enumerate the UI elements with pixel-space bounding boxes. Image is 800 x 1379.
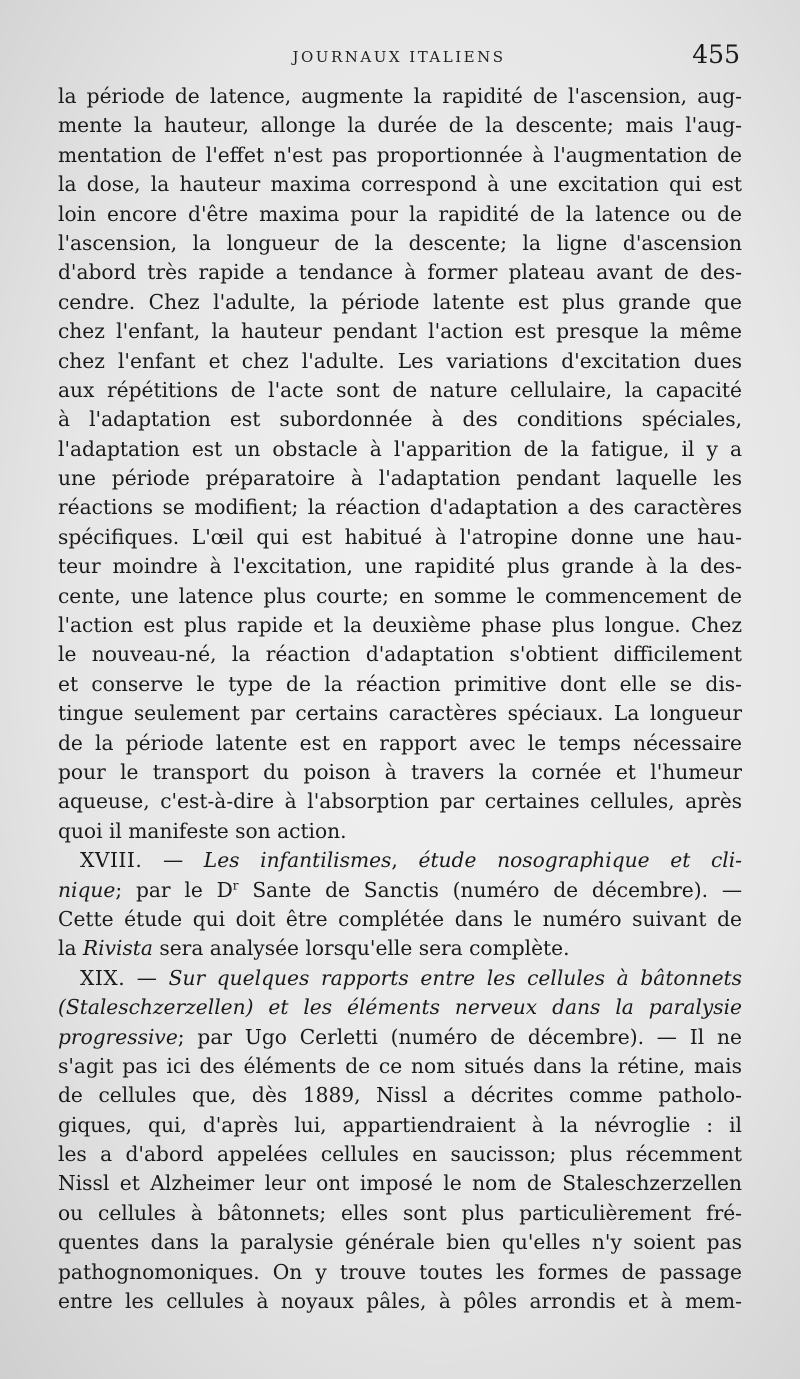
article-title-end: nique [58, 877, 116, 902]
section-xix-line: pathognomoniques. On y trouve toutes les formes de passage [58, 1259, 742, 1284]
text-line: mentation de l'effet n'est pas proportionnée à l'augmentation de [58, 142, 742, 167]
text-fragment: ; par le D [115, 877, 233, 902]
em-dash: — [162, 848, 184, 873]
journal-name: Rivista [82, 936, 153, 961]
text-line: et conserve le type de la réaction primitive dont elle se dis- [58, 671, 742, 696]
section-xix-heading [58, 964, 742, 993]
text-line: l'action est plus rapide et la deuxième phase plus longue. Chez [58, 613, 742, 638]
page-body [58, 82, 742, 1316]
section-xix-title-line [58, 993, 742, 1022]
text-line: spécifiques. L'œil qui est habitué à l'atropine donne une hau- [58, 524, 742, 549]
text-line: la période de latence, augmente la rapidité de l'ascension, aug- [58, 84, 742, 108]
text-line: teur moindre à l'excitation, une rapidité plus grande à la des- [58, 554, 742, 579]
text-line: mente la hauteur, allonge la durée de la descente; mais l'aug- [58, 113, 742, 138]
punctuation: , [391, 848, 398, 873]
page-number: 455 [692, 40, 740, 69]
text-fragment: sera analysée lorsqu'elle sera complète. [152, 936, 570, 961]
text-line: tingue seulement par certains caractères spéciaux. La longueur [58, 701, 742, 726]
text-line: de la période latente est en rapport avec le temps nécessaire [58, 730, 742, 755]
text-fragment: la [58, 936, 83, 961]
text-line: réactions se modifient; la réaction d'adaptation a des caractères [58, 495, 742, 520]
text-line: loin encore d'être maxima pour la rapidité de la latence ou de [58, 201, 742, 226]
text-line: l'ascension, la longueur de la descente; la ligne d'ascension [58, 230, 742, 255]
article-title: Les infantilismes [203, 848, 392, 873]
text-line: le nouveau-né, la réaction d'adaptation s'obtient difficilement [58, 642, 742, 667]
article-title: Sur quelques rapports entre les cellules à bâtonnets [168, 965, 742, 990]
section-xix-line: quentes dans la paralysie générale bien qu'elles n'y soient pas [58, 1230, 742, 1255]
text-fragment: ; par Ugo Cerletti (numéro de décembre). — Il ne [177, 1024, 742, 1049]
text-line: cendre. Chez l'adulte, la période latente est plus grande que [58, 289, 742, 314]
text-line: cente, une latence plus courte; en somme le commencement de [58, 583, 742, 608]
text-line: aqueuse, c'est-à-dire à l'absorption par certaines cellules, après [58, 789, 742, 814]
article-title-continued: étude nosographique et cli- [418, 848, 742, 873]
page-header [58, 38, 740, 72]
section-xix-line: entre les cellules à noyaux pâles, à pôles arrondis et à mem- [58, 1289, 742, 1314]
text-line: à l'adaptation est subordonnée à des conditions spéciales, [58, 407, 742, 432]
article-title-continued: (Staleschzerzellen) et les éléments nerveux dans la paralysie [58, 995, 742, 1020]
superscript: r [232, 877, 239, 892]
article-title-end: progressive [58, 1024, 178, 1049]
section-xviii-line: Cette étude qui doit être complétée dans le numéro suivant de [58, 906, 742, 931]
section-xix-line: ou cellules à bâtonnets; elles sont plus particulièrement fré- [58, 1200, 742, 1225]
text-fragment: Sante de Sanctis (numéro de décembre). — [238, 877, 742, 902]
section-numeral: XIX. [80, 965, 126, 990]
section-xix-line: Nissl et Alzheimer leur ont imposé le nom de Staleschzerzellen [58, 1171, 742, 1196]
text-line: la dose, la hauteur maxima correspond à une excitation qui est [58, 172, 742, 197]
text-line: une période préparatoire à l'adaptation pendant laquelle les [58, 466, 742, 491]
section-xviii-line [58, 876, 742, 905]
section-xix-line: de cellules que, dès 1889, Nissl a décrites comme patholo- [58, 1083, 742, 1108]
text-line: quoi il manifeste son action. [58, 818, 347, 843]
section-xix-line: les a d'abord appelées cellules en saucisson; plus récemment [58, 1142, 742, 1167]
section-numeral: XVIII. [80, 848, 143, 873]
text-line: chez l'enfant et chez l'adulte. Les variations d'excitation dues [58, 348, 742, 373]
section-xviii-heading [58, 846, 742, 875]
text-line: d'abord très rapide a tendance à former plateau avant de des- [58, 260, 742, 285]
section-xix-line: giques, qui, d'après lui, appartiendraient à la névroglie : il [58, 1112, 742, 1137]
text-line: chez l'enfant, la hauteur pendant l'action est presque la même [58, 319, 742, 344]
text-line: l'adaptation est un obstacle à l'apparition de la fatigue, il y a [58, 436, 742, 461]
text-line: pour le transport du poison à travers la cornée et l'humeur [58, 759, 742, 784]
text-line: aux répétitions de l'acte sont de nature cellulaire, la capacité [58, 377, 742, 402]
em-dash: — [136, 965, 157, 990]
section-xix-line: s'agit pas ici des éléments de ce nom situés dans la rétine, mais [58, 1053, 742, 1078]
section-xviii-line [58, 934, 742, 963]
section-xix-line [58, 1023, 742, 1052]
running-title: JOURNAUX ITALIENS [292, 48, 506, 66]
